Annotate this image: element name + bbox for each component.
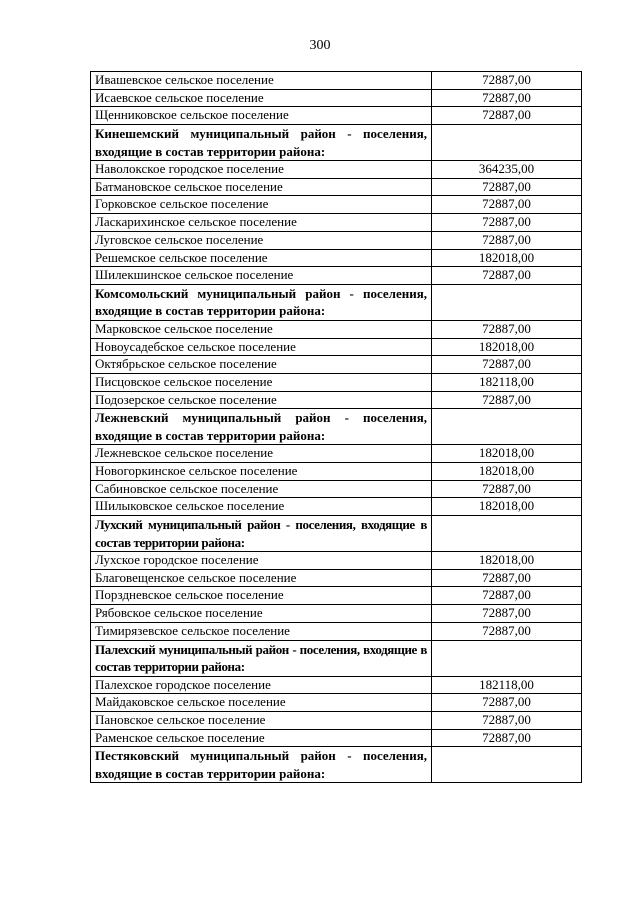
amount-cell: 182018,00: [432, 463, 582, 481]
settlement-row: [91, 729, 582, 747]
settlement-row: [91, 161, 582, 179]
settlement-name: Исаевское сельское поселение: [91, 89, 432, 107]
amount-cell: 182118,00: [432, 676, 582, 694]
settlement-name: Октябрьское сельское поселение: [91, 356, 432, 374]
settlement-allocation-table: [90, 71, 582, 783]
amount-cell: 182018,00: [432, 338, 582, 356]
amount-cell: 72887,00: [432, 694, 582, 712]
settlement-name: Подозерское сельское поселение: [91, 391, 432, 409]
settlement-name: Щенниковское сельское поселение: [91, 107, 432, 125]
settlement-name: Палехское городское поселение: [91, 676, 432, 694]
amount-cell: 72887,00: [432, 569, 582, 587]
district-header-row: [91, 747, 582, 783]
settlement-name: Марковское сельское поселение: [91, 320, 432, 338]
amount-cell: 72887,00: [432, 320, 582, 338]
settlement-row: [91, 498, 582, 516]
settlement-name: Батмановское сельское поселение: [91, 178, 432, 196]
amount-cell: [432, 125, 582, 161]
settlement-row: [91, 356, 582, 374]
amount-cell: 72887,00: [432, 214, 582, 232]
settlement-name: Майдаковское сельское поселение: [91, 694, 432, 712]
amount-cell: 72887,00: [432, 89, 582, 107]
amount-cell: 72887,00: [432, 605, 582, 623]
settlement-row: [91, 214, 582, 232]
amount-cell: 72887,00: [432, 196, 582, 214]
amount-cell: 72887,00: [432, 231, 582, 249]
settlement-name: Шилыковское сельское поселение: [91, 498, 432, 516]
amount-cell: 182018,00: [432, 445, 582, 463]
amount-cell: [432, 516, 582, 552]
amount-cell: 72887,00: [432, 391, 582, 409]
amount-cell: 72887,00: [432, 622, 582, 640]
settlement-name: Ивашевское сельское поселение: [91, 72, 432, 90]
district-header-row: [91, 284, 582, 320]
amount-cell: 182018,00: [432, 552, 582, 570]
settlement-name: Благовещенское сельское поселение: [91, 569, 432, 587]
settlement-name: Лежневское сельское поселение: [91, 445, 432, 463]
amount-cell: 182018,00: [432, 249, 582, 267]
settlement-name: Горковское сельское поселение: [91, 196, 432, 214]
settlement-row: [91, 552, 582, 570]
district-name: Палехский муниципальный район - поселения, входящие в состав территории района:: [91, 640, 432, 676]
amount-cell: 182018,00: [432, 498, 582, 516]
settlement-row: [91, 569, 582, 587]
settlement-name: Тимирязевское сельское поселение: [91, 622, 432, 640]
district-name: Лежневский муниципальный район - поселения, входящие в состав территории района:: [91, 409, 432, 445]
district-header-row: [91, 516, 582, 552]
amount-cell: 72887,00: [432, 72, 582, 90]
settlement-row: [91, 605, 582, 623]
settlement-row: [91, 320, 582, 338]
settlement-row: [91, 89, 582, 107]
settlement-name: Лухское городское поселение: [91, 552, 432, 570]
settlement-row: [91, 178, 582, 196]
settlement-name: Решемское сельское поселение: [91, 249, 432, 267]
settlement-name: Новогоркинское сельское поселение: [91, 463, 432, 481]
amount-cell: [432, 284, 582, 320]
settlement-row: [91, 391, 582, 409]
amount-cell: 364235,00: [432, 161, 582, 179]
amount-cell: [432, 747, 582, 783]
district-name: Кинешемский муниципальный район - поселения, входящие в состав территории района:: [91, 125, 432, 161]
settlement-row: [91, 373, 582, 391]
settlement-row: [91, 676, 582, 694]
page-number: 300: [309, 38, 331, 53]
amount-cell: 72887,00: [432, 107, 582, 125]
settlement-row: [91, 587, 582, 605]
settlement-row: [91, 622, 582, 640]
amount-cell: [432, 409, 582, 445]
settlement-row: [91, 445, 582, 463]
settlement-name: Пановское сельское поселение: [91, 711, 432, 729]
settlement-row: [91, 107, 582, 125]
amount-cell: 72887,00: [432, 178, 582, 196]
table-body: [91, 72, 582, 783]
settlement-name: Луговское сельское поселение: [91, 231, 432, 249]
amount-cell: 72887,00: [432, 356, 582, 374]
settlement-row: [91, 196, 582, 214]
settlement-row: [91, 72, 582, 90]
amount-cell: 72887,00: [432, 711, 582, 729]
amount-cell: 72887,00: [432, 480, 582, 498]
district-header-row: [91, 125, 582, 161]
settlement-name: Раменское сельское поселение: [91, 729, 432, 747]
settlement-name: Наволокское городское поселение: [91, 161, 432, 179]
settlement-row: [91, 694, 582, 712]
settlement-name: Ласкарихинское сельское поселение: [91, 214, 432, 232]
district-header-row: [91, 409, 582, 445]
settlement-row: [91, 711, 582, 729]
settlement-row: [91, 231, 582, 249]
settlement-row: [91, 267, 582, 285]
settlement-name: Писцовское сельское поселение: [91, 373, 432, 391]
district-name: Пестяковский муниципальный район - поселения, входящие в состав территории района:: [91, 747, 432, 783]
settlement-row: [91, 480, 582, 498]
settlement-name: Новоусадебское сельское поселение: [91, 338, 432, 356]
settlement-name: Сабиновское сельское поселение: [91, 480, 432, 498]
amount-cell: [432, 640, 582, 676]
amount-cell: 72887,00: [432, 267, 582, 285]
settlement-row: [91, 249, 582, 267]
settlement-name: Порздневское сельское поселение: [91, 587, 432, 605]
district-header-row: [91, 640, 582, 676]
settlement-row: [91, 463, 582, 481]
settlement-row: [91, 338, 582, 356]
district-name: Комсомольский муниципальный район - поселения, входящие в состав территории района:: [91, 284, 432, 320]
amount-cell: 72887,00: [432, 729, 582, 747]
amount-cell: 182118,00: [432, 373, 582, 391]
settlement-name: Шилекшинское сельское поселение: [91, 267, 432, 285]
amount-cell: 72887,00: [432, 587, 582, 605]
settlement-name: Рябовское сельское поселение: [91, 605, 432, 623]
district-name: Лухский муниципальный район - поселения, входящие в состав территории района:: [91, 516, 432, 552]
